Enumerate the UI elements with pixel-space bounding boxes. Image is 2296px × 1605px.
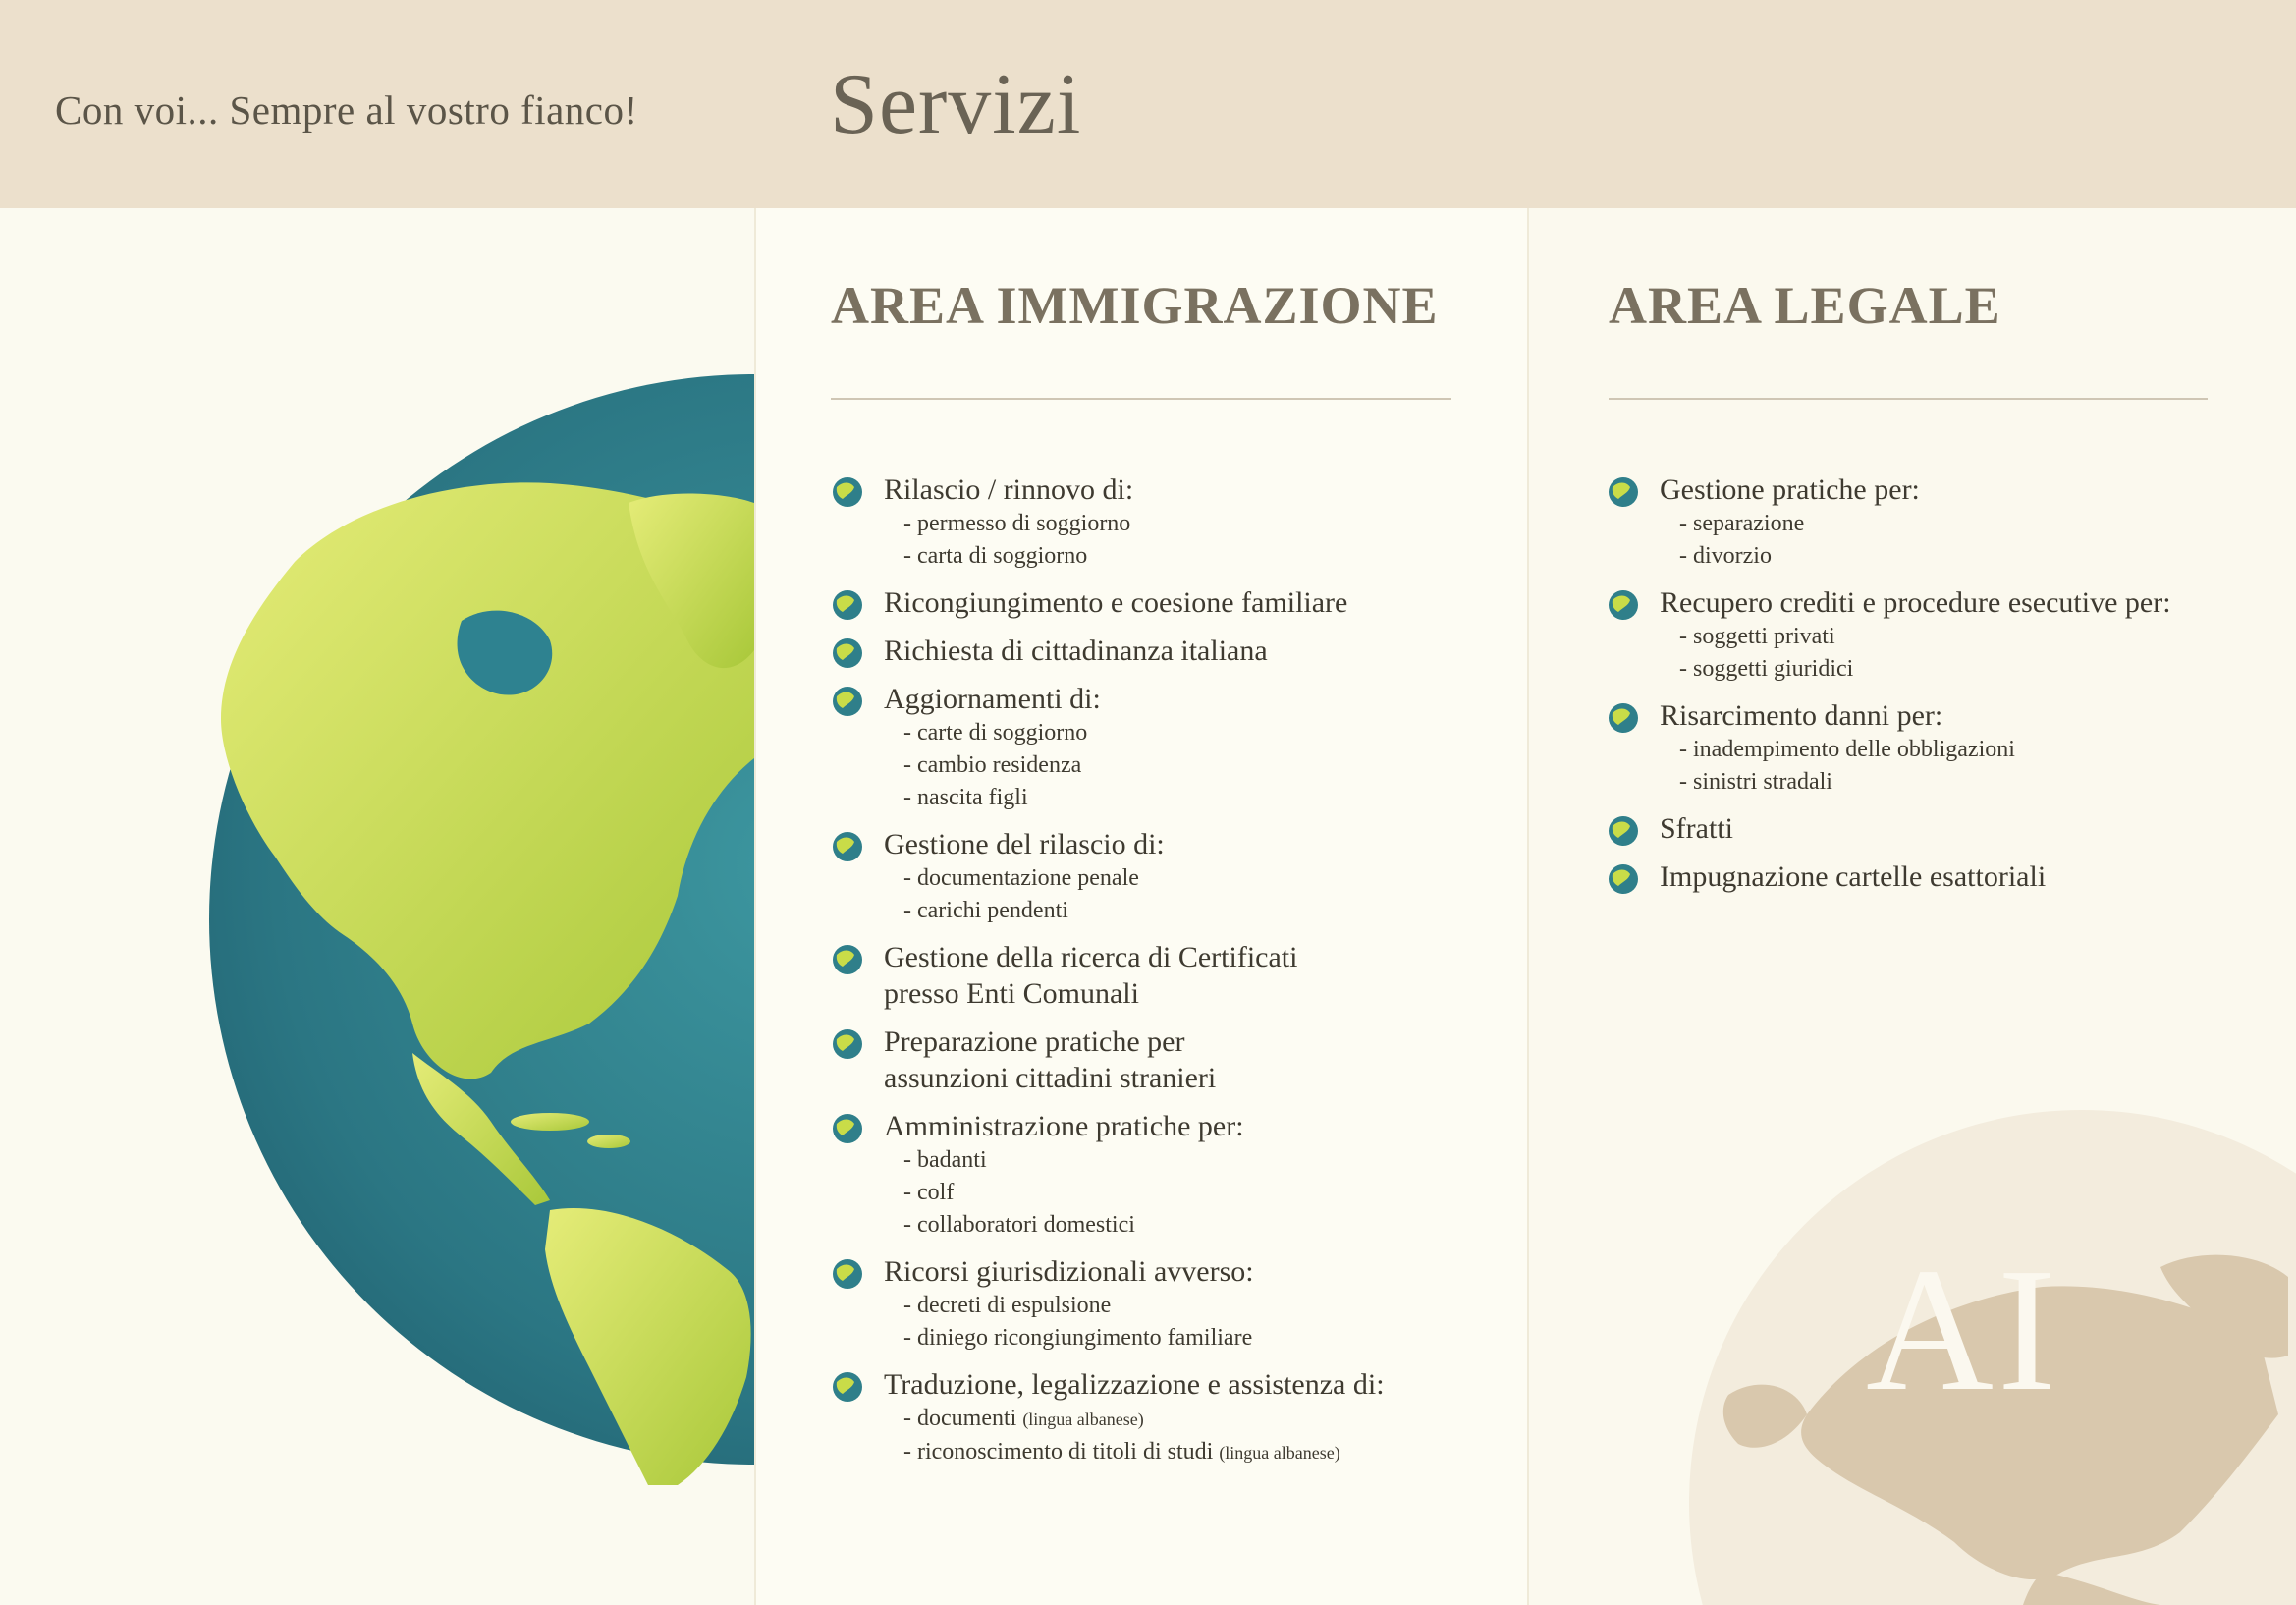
small-globe-icon <box>1607 862 1640 896</box>
tagline: Con voi... Sempre al vostro fianco! <box>55 87 638 133</box>
sub-item: - carte di soggiorno <box>903 720 1088 746</box>
list-item <box>831 681 1499 814</box>
item-title: Gestione del rilascio di: <box>884 828 1165 860</box>
sub-item: - sinistri stradali <box>1679 769 1832 795</box>
list-item <box>1607 471 2255 573</box>
list-item <box>831 471 1499 573</box>
item-title: Amministrazione pratiche per: <box>884 1110 1244 1142</box>
item-title: Rilascio / rinnovo di: <box>884 473 1134 506</box>
sub-item: - cambio residenza <box>903 752 1082 778</box>
item-title: Ricongiungimento e coesione familiare <box>884 586 1348 619</box>
list-item <box>831 939 1499 1012</box>
item-title: Richiesta di cittadinanza italiana <box>884 635 1268 667</box>
sub-item: - divorzio <box>1679 543 1772 569</box>
item-title: Preparazione pratiche per <box>884 1025 1185 1058</box>
small-globe-icon <box>831 830 864 863</box>
area-legale-heading: AREA LEGALE <box>1609 276 2001 335</box>
item-title: Aggiornamenti di: <box>884 683 1101 715</box>
item-title: Gestione pratiche per: <box>1660 473 1920 506</box>
list-item <box>831 1366 1499 1469</box>
small-globe-icon <box>831 588 864 622</box>
sub-item: - collaboratori domestici <box>903 1212 1135 1238</box>
sub-item: - diniego ricongiungimento familiare <box>903 1325 1253 1351</box>
divider <box>1609 398 2208 400</box>
small-globe-icon <box>831 1257 864 1291</box>
fold-line <box>754 208 756 1605</box>
sub-item <box>884 1403 1499 1436</box>
item-title: Traduzione, legalizzazione e assistenza di: <box>884 1368 1385 1401</box>
list-item <box>831 826 1499 927</box>
list-item <box>831 1253 1499 1355</box>
item-title: Ricorsi giurisdizionali avverso: <box>884 1255 1254 1288</box>
area-immigrazione-heading: AREA IMMIGRAZIONE <box>831 276 1439 335</box>
small-globe-icon <box>831 685 864 718</box>
item-title: Gestione della ricerca di Certificati <box>884 941 1298 973</box>
list-item <box>1607 858 2255 895</box>
list-item <box>1607 697 2255 799</box>
small-globe-icon <box>831 1370 864 1404</box>
item-title: Recupero crediti e procedure esecutive per: <box>1660 586 2171 619</box>
list-item <box>831 1108 1499 1242</box>
small-globe-icon <box>1607 475 1640 509</box>
sub-item: - permesso di soggiorno <box>903 511 1131 536</box>
sub-item: - documentazione penale <box>903 865 1139 891</box>
sub-item-text: - documenti <box>903 1406 1017 1431</box>
sub-item: - separazione <box>1679 511 1805 536</box>
item-title-continued: assunzioni cittadini stranieri <box>884 1062 1217 1094</box>
fold-line <box>1527 208 1529 1605</box>
list-item <box>831 584 1499 621</box>
world-globe-icon <box>0 208 754 1485</box>
list-item <box>1607 810 2255 847</box>
sub-item: - nascita figli <box>903 785 1028 810</box>
page-title: Servizi <box>830 57 1082 152</box>
sub-item: - soggetti giuridici <box>1679 656 1854 682</box>
small-globe-icon <box>831 636 864 670</box>
sub-item: - badanti <box>903 1147 987 1173</box>
small-globe-icon <box>831 943 864 976</box>
small-globe-icon <box>1607 588 1640 622</box>
small-globe-icon <box>831 1112 864 1145</box>
logo-text: AI <box>1866 1232 2060 1427</box>
sub-item: - carta di soggiorno <box>903 543 1088 569</box>
item-title: Impugnazione cartelle esattoriali <box>1660 860 2047 893</box>
item-title-continued: presso Enti Comunali <box>884 977 1139 1010</box>
sub-item: - inadempimento delle obbligazioni <box>1679 737 2015 762</box>
list-item <box>831 1024 1499 1096</box>
sub-item: - carichi pendenti <box>903 898 1068 923</box>
divider <box>831 398 1451 400</box>
language-note: (lingua albanese) <box>1219 1443 1340 1463</box>
small-globe-icon <box>1607 814 1640 848</box>
small-globe-icon <box>1607 701 1640 735</box>
sub-item: - soggetti privati <box>1679 624 1835 649</box>
small-globe-icon <box>831 475 864 509</box>
list-item <box>1607 584 2255 686</box>
sub-item <box>884 1436 1499 1469</box>
sub-item: - colf <box>903 1180 955 1205</box>
list-item <box>831 633 1499 669</box>
item-title: Risarcimento danni per: <box>1660 699 1943 732</box>
item-title: Sfratti <box>1660 812 1733 845</box>
language-note: (lingua albanese) <box>1022 1410 1144 1429</box>
legale-list <box>1607 471 2255 907</box>
small-globe-icon <box>831 1027 864 1061</box>
sub-item: - decreti di espulsione <box>903 1293 1112 1318</box>
immigrazione-list <box>831 471 1499 1481</box>
sub-item-text: - riconoscimento di titoli di studi <box>903 1439 1214 1465</box>
